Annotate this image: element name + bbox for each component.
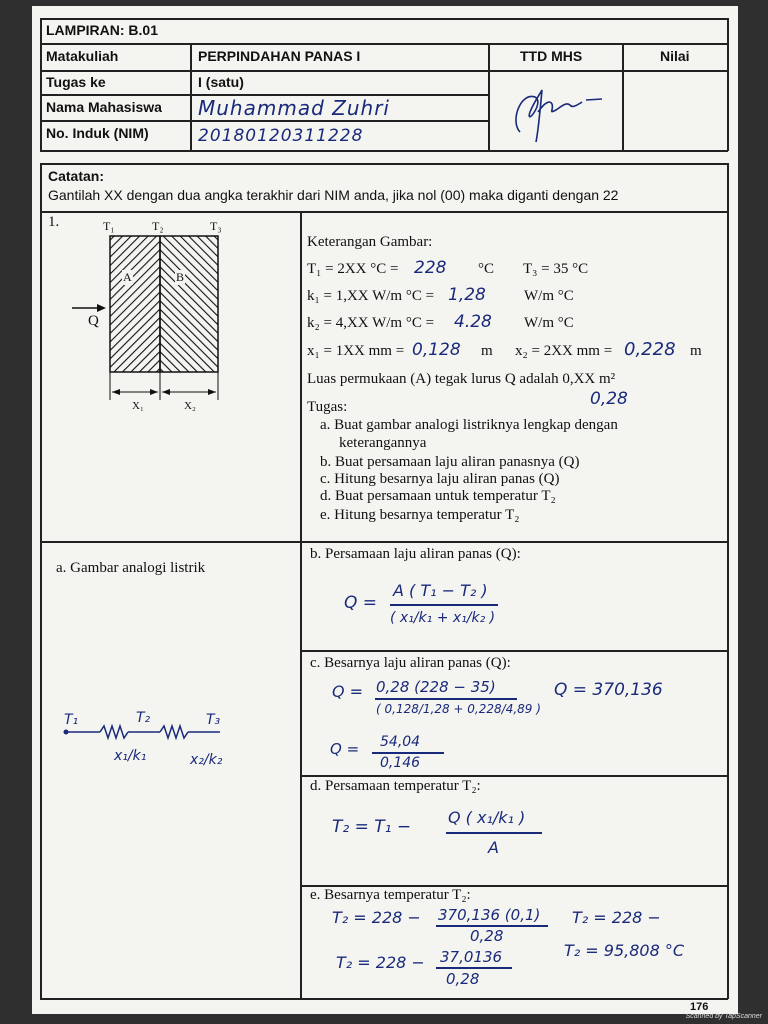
tugas-ke-value: I (satu) bbox=[198, 74, 244, 90]
lampiran-label: LAMPIRAN: B.01 bbox=[46, 22, 159, 38]
circuit-t2-label: T₂ bbox=[136, 710, 151, 726]
t3-line: T₃ = 35 °C bbox=[523, 261, 589, 277]
e-line2: T₂ = 228 − bbox=[336, 953, 425, 972]
circuit-r1-label: x₁/k₁ bbox=[114, 748, 147, 764]
answer-b-title: b. Persamaan laju aliran panas (Q): bbox=[310, 546, 521, 562]
b-denominator: ( x₁/k₁ + x₁/k₂ ) bbox=[390, 610, 496, 626]
k1-value: 1,28 bbox=[448, 285, 486, 305]
fig-a-label: A bbox=[123, 270, 132, 284]
e-denominator1: 0,28 bbox=[470, 927, 504, 945]
tugas-title: Tugas: bbox=[307, 399, 348, 415]
tugas-item-b: b. Buat persamaan laju aliran panasnya (Q) bbox=[320, 454, 580, 470]
e-result: T₂ = 95,808 °C bbox=[564, 941, 685, 960]
wall-diagram bbox=[70, 220, 270, 420]
keterangan-title: Keterangan Gambar: bbox=[307, 234, 433, 250]
page-number: 176 bbox=[690, 1001, 709, 1013]
d-denominator: A bbox=[488, 838, 499, 857]
e-numerator1: 370,136 (0,1) bbox=[438, 906, 541, 924]
x1-value: 0,128 bbox=[412, 340, 461, 360]
circuit-t1-label: T₁ bbox=[64, 712, 79, 728]
tugas-item-e: e. Hitung besarnya temperatur T₂ bbox=[320, 507, 520, 523]
fig-x2-label: X₂ bbox=[184, 400, 196, 412]
x2-value: 0,228 bbox=[624, 339, 676, 360]
e-fraction-bar2 bbox=[436, 967, 512, 969]
e-line1: T₂ = 228 − bbox=[332, 908, 421, 927]
t1-line: T₁ = 2XX °C = bbox=[307, 261, 399, 277]
b-fraction-bar bbox=[390, 604, 498, 606]
tugas-item-c: c. Hitung besarnya laju aliran panas (Q) bbox=[320, 471, 560, 487]
tugas-item-a-cont: keterangannya bbox=[339, 435, 427, 451]
luas-value: 0,28 bbox=[590, 389, 628, 409]
d-numerator: Q ( x₁/k₁ ) bbox=[448, 808, 526, 827]
answer-a-title: a. Gambar analogi listrik bbox=[56, 560, 206, 576]
b-numerator: A ( T₁ − T₂ ) bbox=[393, 581, 488, 600]
fig-q-label: Q bbox=[88, 313, 99, 329]
matakuliah-label: Matakuliah bbox=[46, 48, 119, 64]
nama-mahasiswa-label: Nama Mahasiswa bbox=[46, 99, 162, 115]
c-q2-label: Q = bbox=[330, 740, 360, 758]
tugas-ke-label: Tugas ke bbox=[46, 74, 106, 90]
tugas-item-d: d. Buat persamaan untuk temperatur T₂ bbox=[320, 488, 556, 504]
catatan-title: Catatan: bbox=[48, 168, 105, 184]
e-denominator2: 0,28 bbox=[446, 970, 480, 988]
x2-unit: m bbox=[690, 343, 702, 359]
scanner-footer: Scanned by TapScanner bbox=[685, 1013, 762, 1020]
answer-e-title: e. Besarnya temperatur T₂: bbox=[310, 887, 471, 903]
c-q-label: Q = bbox=[332, 682, 364, 701]
e-numerator2: 37,0136 bbox=[440, 948, 503, 966]
d-fraction-bar bbox=[446, 832, 542, 834]
x1-line: x₁ = 1XX mm = bbox=[307, 343, 405, 359]
circuit-r2-label: x₂/k₂ bbox=[190, 752, 223, 768]
matakuliah-value: PERPINDAHAN PANAS I bbox=[198, 48, 361, 64]
x2-line: x₂ = 2XX mm = bbox=[515, 343, 613, 359]
k1-line: k₁ = 1,XX W/m °C = bbox=[307, 288, 435, 304]
nim-value: 20180120311228 bbox=[198, 126, 364, 146]
k2-value: 4.28 bbox=[454, 312, 492, 332]
e-right1: T₂ = 228 − bbox=[572, 908, 661, 927]
fig-t3-label: T₃ bbox=[210, 219, 222, 233]
tugas-item-a: a. Buat gambar analogi listriknya lengkap dengan bbox=[320, 417, 618, 433]
nama-mahasiswa-value: Muhammad Zuhri bbox=[198, 96, 390, 120]
c-denominator-2: 0,146 bbox=[380, 755, 421, 771]
c-fraction-bar bbox=[375, 698, 517, 700]
ttd-mhs-label: TTD MHS bbox=[520, 48, 583, 64]
b-q-label: Q = bbox=[344, 593, 378, 613]
c-numerator-2: 54,04 bbox=[380, 734, 421, 750]
circuit-t3-label: T₃ bbox=[206, 712, 221, 728]
t1-value: 228 bbox=[414, 258, 447, 278]
answer-d-title: d. Persamaan temperatur T₂: bbox=[310, 778, 481, 794]
c-numerator: 0,28 (228 − 35) bbox=[376, 678, 496, 696]
answer-c-title: c. Besarnya laju aliran panas (Q): bbox=[310, 655, 511, 671]
k2-unit: W/m °C bbox=[524, 315, 574, 331]
nilai-label: Nilai bbox=[660, 48, 690, 64]
nim-label: No. Induk (NIM) bbox=[46, 125, 149, 141]
d-equation: T₂ = T₁ − bbox=[332, 817, 412, 837]
t1-unit: °C bbox=[478, 261, 495, 277]
catatan-text: Gantilah XX dengan dua angka terakhir dari NIM anda, jika nol (00) maka diganti dengan 22 bbox=[48, 187, 619, 203]
fig-t2-label: T₂ bbox=[152, 219, 164, 233]
c-result: Q = 370,136 bbox=[554, 680, 663, 700]
k2-line: k₂ = 4,XX W/m °C = bbox=[307, 315, 435, 331]
c-denominator: ( 0,128/1,28 + 0,228/4,89 ) bbox=[376, 702, 541, 716]
c-fraction-bar-2 bbox=[372, 752, 444, 754]
signature-image bbox=[490, 72, 620, 150]
k1-unit: W/m °C bbox=[524, 288, 574, 304]
fig-t1-label: T₁ bbox=[103, 219, 115, 233]
fig-b-label: B bbox=[176, 270, 185, 284]
luas-line: Luas permukaan (A) tegak lurus Q adalah 0,XX m² bbox=[307, 371, 616, 387]
x1-unit: m bbox=[481, 343, 493, 359]
fig-x1-label: X₁ bbox=[132, 400, 144, 412]
problem-number: 1. bbox=[48, 214, 60, 230]
